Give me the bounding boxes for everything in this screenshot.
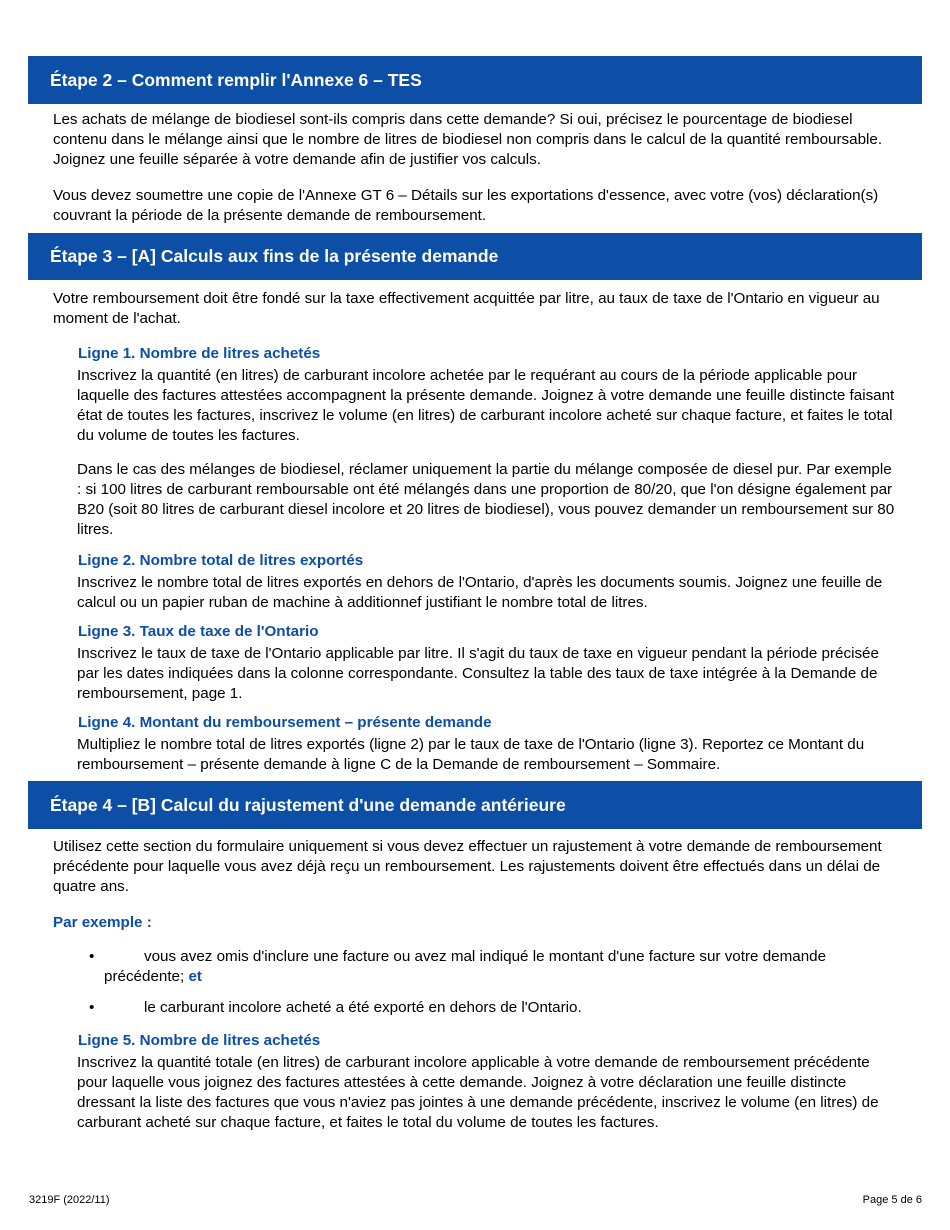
bullet-item-2: le carburant incolore acheté a été exporté en dehors de l'Ontario. xyxy=(144,999,582,1016)
page-number: Page 5 de 6 xyxy=(862,1194,922,1206)
example-label: Par exemple : xyxy=(53,914,152,931)
step4-header xyxy=(28,781,922,829)
line5-text: Inscrivez la quantité totale (en litres) de carburant incolore applicable à votre demande de remboursement précédente pour laquelle vous joignez des factures attestées à cette demande. Joignez à votre déclaration une feuille distincte dressant la liste des factures que vous n'aviez pas jointes à une demande précédente, inscrivez le volume (en litres) de carburant acheté sur chaque facture, et faites le total du volume de toutes les factures. xyxy=(77,1054,879,1131)
bullet-marker: • xyxy=(89,948,95,965)
step2-paragraph-1: Les achats de mélange de biodiesel sont-ils compris dans cette demande? Si oui, précisez le pourcentage de biodiesel contenu dans le mélange ainsi que le nombre de litres de biodiesel non compris dans le calcul de la quantité remboursable. Joignez une feuille séparée à votre demande afin de justifier vos calculs. xyxy=(53,111,883,168)
step2-paragraph-2: Vous devez soumettre une copie de l'Annexe GT 6 – Détails sur les exportations d'essence, avec votre (vos) déclaration(s) couvrant la période de la présente demande de remboursement. xyxy=(53,187,879,224)
line2-heading: Ligne 2. Nombre total de litres exportés xyxy=(78,552,364,569)
line1-text-biodiesel: Dans le cas des mélanges de biodiesel, réclamer uniquement la partie du mélange composée de diesel pur. Par exemple : si 100 litres de carburant remboursable ont été mélangés dans une proportion de 80/20, que l'on désigne également par B20 (soit 80 litres de carburant diesel incolore et 20 litres de biodiesel), vous pouvez demander un remboursement sur 80 litres. xyxy=(77,461,895,538)
step3-intro: Votre remboursement doit être fondé sur la taxe effectivement acquittée par litre, au taux de taxe de l'Ontario en vigueur au moment de l'achat. xyxy=(53,290,880,327)
line4-heading: Ligne 4. Montant du remboursement – présente demande xyxy=(78,714,492,731)
bullet-item-1 xyxy=(104,947,894,987)
bullet-item-1-text: vous avez omis d'inclure une facture ou avez mal indiqué le montant d'une facture sur votre demande précédente; xyxy=(104,948,827,985)
bullet-item-1-suffix: et xyxy=(188,968,202,985)
line3-heading: Ligne 3. Taux de taxe de l'Ontario xyxy=(78,623,319,640)
step3-header xyxy=(28,233,922,280)
step4-title: Étape 4 – [B] Calcul du rajustement d'une demande antérieure xyxy=(50,794,566,815)
form-code: 3219F (2022/11) xyxy=(29,1194,110,1206)
line1-text: Inscrivez la quantité (en litres) de carburant incolore achetée par le requérant au cours de la période applicable pour laquelle des factures attestées accompagnent la présente demande. Joignez à votre demande une feuille distincte faisant état de toutes les factures, inscrivez le volume (en litres) de carburant incolore acheté sur chaque facture, et faites le total du volume de toutes les factures. xyxy=(77,367,895,444)
step2-header xyxy=(28,56,922,104)
line5-heading: Ligne 5. Nombre de litres achetés xyxy=(78,1032,321,1049)
line1-heading: Ligne 1. Nombre de litres achetés xyxy=(78,345,321,362)
bullet-marker: • xyxy=(89,999,95,1016)
line3-text: Inscrivez le taux de taxe de l'Ontario applicable par litre. Il s'agit du taux de taxe en vigueur pendant la période précisée par les dates indiquées dans la colonne correspondante. Consultez la table des taux de taxe intégrée à la Demande de remboursement, page 1. xyxy=(77,645,879,702)
step3-title: Étape 3 – [A] Calculs aux fins de la présente demande xyxy=(50,246,499,266)
line2-text: Inscrivez le nombre total de litres exportés en dehors de l'Ontario, d'après les documents soumis. Joignez une feuille de calcul ou un papier ruban de machine à additionnef justifiant le nombre total de litres. xyxy=(77,574,883,611)
step2-title: Étape 2 – Comment remplir l'Annexe 6 – TES xyxy=(50,69,422,90)
line4-text: Multipliez le nombre total de litres exportés (ligne 2) par le taux de taxe de l'Ontario (ligne 3). Reportez ce Montant du remboursement – présente demande à ligne C de la Demande de remboursement – Sommaire. xyxy=(77,736,865,773)
step4-intro: Utilisez cette section du formulaire uniquement si vous devez effectuer un rajustement à votre demande de remboursement précédente pour laquelle vous avez déjà reçu un remboursement. Les rajustements doivent être effectués dans un délai de quatre ans. xyxy=(53,838,882,895)
